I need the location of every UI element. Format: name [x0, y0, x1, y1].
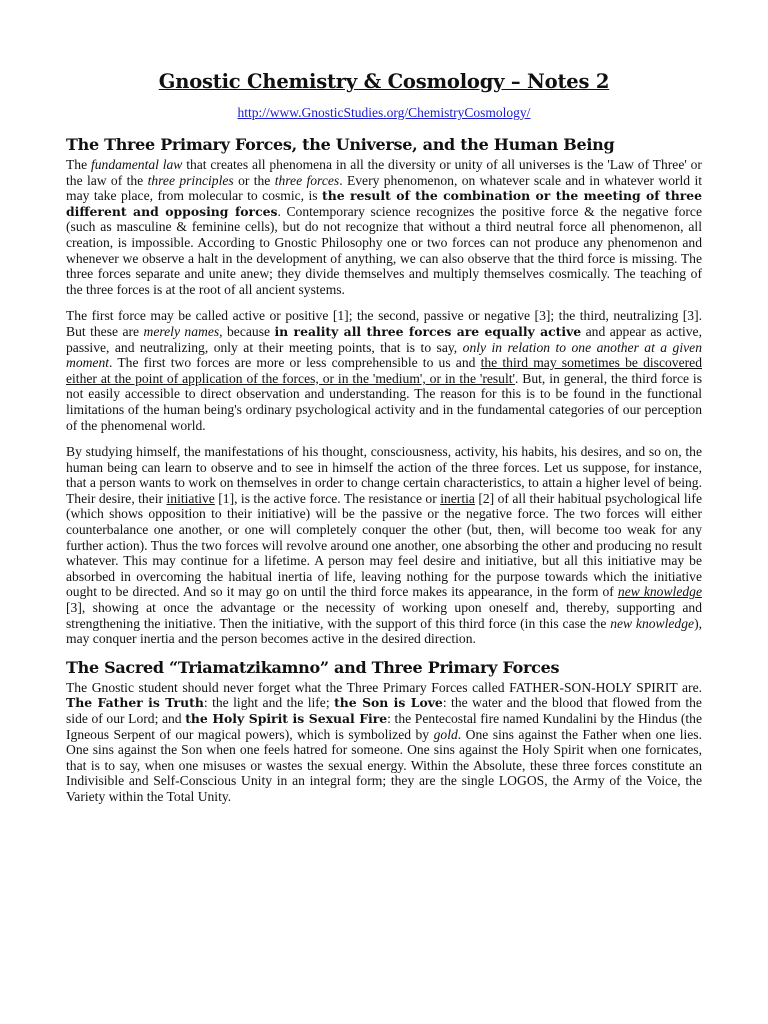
bold-text: in reality all three forces are equally active: [274, 323, 582, 339]
underlined-text: inertia: [440, 490, 475, 506]
italic-text: new knowledge: [610, 615, 695, 631]
italic-text: fundamental law: [90, 157, 183, 172]
italic-text: gold: [433, 726, 458, 742]
bold-text: the Holy Spirit is Sexual Fire: [185, 711, 388, 726]
source-link[interactable]: http://www.GnosticStudies.org/ChemistryCosmology/: [237, 105, 531, 120]
section-heading-triamatzikamno: The Sacred “Triamatzikamno” and Three Primary Forces: [66, 657, 560, 677]
italic-text: only in relation to one another at a given moment: [66, 339, 702, 371]
underlined-text: the third may sometimes be discovered either at the point of application of the forces, or in the 'medium', or in the 'result': [66, 355, 702, 386]
italic-text: merely names: [143, 323, 220, 339]
bold-text: the result of the combination or the meeting of three different and opposing forces: [66, 188, 703, 219]
document-title: Gnostic Chemistry & Cosmology – Notes 2: [158, 70, 610, 93]
bold-text: the Son is Love: [334, 695, 443, 711]
italic-underlined-text: new knowledge: [617, 584, 702, 600]
bold-text: The Father is Truth: [66, 695, 204, 711]
underlined-text: initiative: [166, 490, 215, 506]
paragraph: By studying himself, the manifestations of his thought, consciousness, activity, his habits, his desires, and so on, the human being can learn to observe and to see in himself the action of the three forces. Let us suppose, for instance, that a person wants to work on themselves in order to change certain characteristics, to attain a higher level of being. Their desire, their initiative [1], is the active force. The resistance or inertia [2] of all their habitual psychological life (which shows opposition to their initiative) will be the passive or the negative force. The two forces will either counterbalance one another, or one will completely conquer the other (but, then, will become too weak for any further action). Thus the two forces will revolve around one another, one absorbing the other and producing no result whatever. This may continue for a lifetime. A person may feel desire and initiative, but all this initiative may be absorbed in overcoming the habitual inertia of life, leaving nothing for the purpose towards which the initiative ought to be directed. And so it may go on until the third force makes its appearance, in the form of new knowledge [3], showing at once the advantage or the necessity of working upon oneself and, thereby, supporting and strengthening the initiative. Then the initiative, with the support of this third force (in this case the new knowledge), may conquer inertia and the person becomes active in the desired direction.: [66, 444, 702, 647]
section-heading-three-forces: The Three Primary Forces, the Universe, and the Human Being: [66, 135, 615, 154]
paragraph: The fundamental law that creates all phenomena in all the diversity or unity of all universes is the 'Law of Three' or the law of the three principles or the three forces. Every phenomenon, on whatever scale and in whatever world it may take place, from molecular to cosmic, is the result of the combination or the meeting of three different and opposing forces. Contemporary science recognizes the positive force & the negative force (such as masculine & feminine cells), but do not recognize that without a third neutral force all phenomenon, all creation, is impossible. According to Gnostic Philosophy one or two forces can not produce any phenomenon and whenever we observe a halt in the development of anything, we can also observe that the third force is missing. The three forces separate and unite anew; they divide themselves and multiply themselves cosmically. The teaching of the three forces is at the root of all ancient systems.: [66, 157, 703, 297]
source-link-line: [66, 105, 702, 121]
italic-text: three principles: [147, 172, 234, 188]
paragraph: The first force may be called active or positive [1]; the second, passive or negative [3]; the third, neutralizing [3]. But these are merely names, because in reality all three forces are equally active and appear as active, passive, and neutralizing, only at their meeting points, that is to say, only in relation to one another at a given moment. The first two forces are more or less comprehensible to us and the third may sometimes be discovered either at the point of application of the forces, or in the 'medium', or in the 'result'. But, in general, the third force is not easily accessible to direct observation and understanding. The reason for this is to be found in the functional limitations of the human being's ordinary psychological activity and in the fundamental categories of our perception of the phenomenal world.: [66, 308, 702, 433]
italic-text: three forces: [274, 172, 340, 188]
paragraph: The Gnostic student should never forget what the Three Primary Forces called FATHER-SON-HOLY SPIRIT are. The Father is Truth: the light and the life; the Son is Love: the water and the blood that flowed from the side of our Lord; and the Holy Spirit is Sexual Fire: the Pentecostal fire named Kundalini by the Hindus (the Igneous Serpent of our magical powers), which is symbolized by gold. One sins against the Father when one lies. One sins against the Son when one feels hatred for someone. One sins against the Holy Spirit when one fornicates, that is to say, when one misuses or wastes the sexual energy. Within the Absolute, these three forces constitute an Indivisible and Self-Conscious Unity in an integral form; they are the single LOGOS, the Army of the Voice, the Variety within the Total Unity.: [66, 679, 702, 804]
